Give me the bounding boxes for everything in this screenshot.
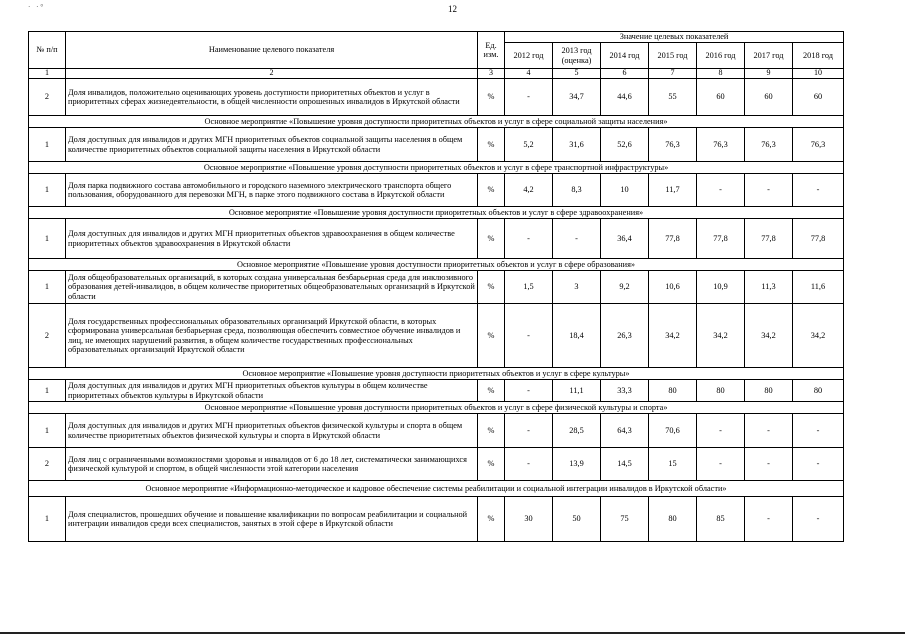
column-number: 9	[745, 69, 793, 79]
value-cell: 76,3	[793, 128, 844, 162]
value-cell: 34,2	[697, 304, 745, 368]
unit-cell: %	[478, 174, 505, 207]
value-cell: 10,9	[697, 271, 745, 304]
unit-cell: %	[478, 79, 505, 116]
column-number: 7	[649, 69, 697, 79]
value-cell: -	[505, 448, 553, 481]
row-number: 1	[29, 271, 66, 304]
value-cell: 33,3	[601, 380, 649, 402]
value-cell: 11,1	[553, 380, 601, 402]
unit-cell: %	[478, 304, 505, 368]
header-year: 2012 год	[505, 43, 553, 69]
value-cell: -	[697, 448, 745, 481]
unit-cell: %	[478, 219, 505, 259]
value-cell: 64,3	[601, 414, 649, 448]
value-cell: 34,7	[553, 79, 601, 116]
column-number: 5	[553, 69, 601, 79]
value-cell: 77,8	[649, 219, 697, 259]
unit-cell: %	[478, 448, 505, 481]
header-row-1	[29, 32, 844, 43]
column-number-row	[29, 69, 844, 79]
value-cell: -	[505, 219, 553, 259]
value-cell: 11,3	[745, 271, 793, 304]
value-cell: 80	[649, 497, 697, 542]
indicator-name: Доля специалистов, прошедших обучение и повышение квалификации по вопросам реабилитации и социальной интеграции инвалидов среди всех специалистов, занятых в этой сфере в Иркутской области	[66, 497, 478, 542]
section-title: Основное мероприятие «Повышение уровня доступности приоритетных объектов и услуг в сфере социальной защиты населения»	[29, 116, 844, 128]
indicator-name: Доля доступных для инвалидов и других МГН приоритетных объектов здравоохранения в общем количестве приоритетных объектов здравоохранения в Иркутской области	[66, 219, 478, 259]
row-number: 2	[29, 304, 66, 368]
value-cell: -	[745, 448, 793, 481]
table-row	[29, 448, 844, 481]
section-row	[29, 402, 844, 414]
unit-cell: %	[478, 497, 505, 542]
value-cell: 31,6	[553, 128, 601, 162]
table-row	[29, 304, 844, 368]
value-cell: -	[793, 497, 844, 542]
value-cell: -	[697, 174, 745, 207]
value-cell: -	[553, 219, 601, 259]
unit-cell: %	[478, 128, 505, 162]
value-cell: 11,6	[793, 271, 844, 304]
value-cell: 8,3	[553, 174, 601, 207]
value-cell: 5,2	[505, 128, 553, 162]
section-row	[29, 207, 844, 219]
table-row	[29, 271, 844, 304]
table-row	[29, 219, 844, 259]
table-row	[29, 497, 844, 542]
value-cell: 15	[649, 448, 697, 481]
table-row	[29, 414, 844, 448]
value-cell: -	[505, 79, 553, 116]
indicator-name: Доля государственных профессиональных образовательных организаций Иркутской области, в которых сформирована универсальная безбарьерная среда, позволяющая обеспечить совместное обучение инвалидов и лиц, не имеющих нарушений развития, в общем количестве государственных профессиональных образовательных организаций Иркутской области	[66, 304, 478, 368]
row-number: 1	[29, 219, 66, 259]
value-cell: -	[505, 414, 553, 448]
value-cell: 34,2	[649, 304, 697, 368]
row-number: 1	[29, 497, 66, 542]
value-cell: 60	[745, 79, 793, 116]
value-cell: 28,5	[553, 414, 601, 448]
header-year: 2014 год	[601, 43, 649, 69]
section-title: Основное мероприятие «Информационно-методическое и кадровое обеспечение системы реабилитации и социальной интеграции инвалидов в Иркутской области»	[29, 481, 844, 497]
table-body	[29, 79, 844, 542]
indicator-name: Доля лиц с ограниченными возможностями здоровья и инвалидов от 6 до 18 лет, систематически занимающихся физической культурой и спортом, в общей численности этой категории населения	[66, 448, 478, 481]
table-row	[29, 380, 844, 402]
value-cell: 80	[697, 380, 745, 402]
value-cell: 70,6	[649, 414, 697, 448]
section-title: Основное мероприятие «Повышение уровня доступности приоритетных объектов и услуг в сфере физической культуры и спорта»	[29, 402, 844, 414]
value-cell: 44,6	[601, 79, 649, 116]
value-cell: 11,7	[649, 174, 697, 207]
value-cell: 34,2	[793, 304, 844, 368]
row-number: 2	[29, 79, 66, 116]
value-cell: 80	[745, 380, 793, 402]
column-number: 1	[29, 69, 66, 79]
table-row	[29, 79, 844, 116]
section-row	[29, 481, 844, 497]
header-name: Наименование целевого показателя	[66, 32, 478, 69]
value-cell: 76,3	[649, 128, 697, 162]
value-cell: 3	[553, 271, 601, 304]
value-cell: 36,4	[601, 219, 649, 259]
column-number: 10	[793, 69, 844, 79]
value-cell: 85	[697, 497, 745, 542]
value-cell: 77,8	[745, 219, 793, 259]
value-cell: 77,8	[697, 219, 745, 259]
scan-artifact: · ·°	[28, 3, 46, 11]
header-year: 2016 год	[697, 43, 745, 69]
section-title: Основное мероприятие «Повышение уровня доступности приоритетных объектов и услуг в сфере здравоохранения»	[29, 207, 844, 219]
page-number: 12	[448, 4, 457, 14]
indicator-name: Доля доступных для инвалидов и других МГН приоритетных объектов культуры в общем количестве приоритетных объектов культуры в Иркутской области	[66, 380, 478, 402]
unit-cell: %	[478, 380, 505, 402]
unit-cell: %	[478, 414, 505, 448]
section-title: Основное мероприятие «Повышение уровня доступности приоритетных объектов и услуг в сфере транспортной инфраструктуры»	[29, 162, 844, 174]
header-year: 2018 год	[793, 43, 844, 69]
column-number: 4	[505, 69, 553, 79]
header-num: № п/п	[29, 32, 66, 69]
value-cell: 55	[649, 79, 697, 116]
indicator-name: Доля общеобразовательных организаций, в которых создана универсальная безбарьерная среда для инклюзивного образования детей-инвалидов, в общем количестве приоритетных общеобразовательных организаций в Иркутской области	[66, 271, 478, 304]
value-cell: 76,3	[745, 128, 793, 162]
section-row	[29, 368, 844, 380]
value-cell: 34,2	[745, 304, 793, 368]
row-number: 1	[29, 128, 66, 162]
row-number: 1	[29, 380, 66, 402]
column-number: 2	[66, 69, 478, 79]
section-title: Основное мероприятие «Повышение уровня доступности приоритетных объектов и услуг в сфере культуры»	[29, 368, 844, 380]
value-cell: -	[793, 174, 844, 207]
column-number: 8	[697, 69, 745, 79]
indicator-name: Доля доступных для инвалидов и других МГН приоритетных объектов физической культуры и спорта в общем количестве приоритетных объектов физической культуры и спорта в Иркутской области	[66, 414, 478, 448]
value-cell: 14,5	[601, 448, 649, 481]
header-year: 2017 год	[745, 43, 793, 69]
row-number: 1	[29, 414, 66, 448]
header-year: 2013 год (оценка)	[553, 43, 601, 69]
value-cell: 76,3	[697, 128, 745, 162]
value-cell: 75	[601, 497, 649, 542]
section-title: Основное мероприятие «Повышение уровня доступности приоритетных объектов и услуг в сфере образования»	[29, 259, 844, 271]
target-indicators-table	[28, 31, 844, 542]
value-cell: -	[793, 448, 844, 481]
value-cell: 10	[601, 174, 649, 207]
row-number: 1	[29, 174, 66, 207]
value-cell: 18,4	[553, 304, 601, 368]
section-row	[29, 162, 844, 174]
value-cell: -	[793, 414, 844, 448]
section-row	[29, 116, 844, 128]
value-cell: 1,5	[505, 271, 553, 304]
header-group-title: Значение целевых показателей	[505, 32, 844, 43]
table-row	[29, 128, 844, 162]
value-cell: -	[505, 304, 553, 368]
indicator-name: Доля инвалидов, положительно оценивающих уровень доступности приоритетных объектов и услуг в приоритетных сферах жизнедеятельности, в общей численности опрошенных инвалидов в Иркутской области	[66, 79, 478, 116]
column-number: 6	[601, 69, 649, 79]
value-cell: 9,2	[601, 271, 649, 304]
scan-bottom-edge	[0, 632, 905, 634]
value-cell: -	[745, 174, 793, 207]
value-cell: 13,9	[553, 448, 601, 481]
value-cell: 30	[505, 497, 553, 542]
column-number: 3	[478, 69, 505, 79]
value-cell: -	[745, 497, 793, 542]
indicator-name: Доля доступных для инвалидов и других МГН приоритетных объектов социальной защиты населения в общем количестве приоритетных объектов социальной защиты населения в Иркутской области	[66, 128, 478, 162]
value-cell: 26,3	[601, 304, 649, 368]
unit-cell: %	[478, 271, 505, 304]
value-cell: 77,8	[793, 219, 844, 259]
value-cell: -	[697, 414, 745, 448]
value-cell: 10,6	[649, 271, 697, 304]
section-row	[29, 259, 844, 271]
value-cell: 4,2	[505, 174, 553, 207]
table-row	[29, 174, 844, 207]
value-cell: -	[505, 380, 553, 402]
value-cell: 52,6	[601, 128, 649, 162]
value-cell: 80	[649, 380, 697, 402]
row-number: 2	[29, 448, 66, 481]
indicator-name: Доля парка подвижного состава автомобильного и городского наземного электрического транспорта общего пользования, оборудованного для перевозки МГН, в парке этого подвижного состава в Иркутской области	[66, 174, 478, 207]
header-year: 2015 год	[649, 43, 697, 69]
value-cell: 60	[793, 79, 844, 116]
header-unit: Ед. изм.	[478, 32, 505, 69]
value-cell: 80	[793, 380, 844, 402]
value-cell: 50	[553, 497, 601, 542]
value-cell: -	[745, 414, 793, 448]
value-cell: 60	[697, 79, 745, 116]
